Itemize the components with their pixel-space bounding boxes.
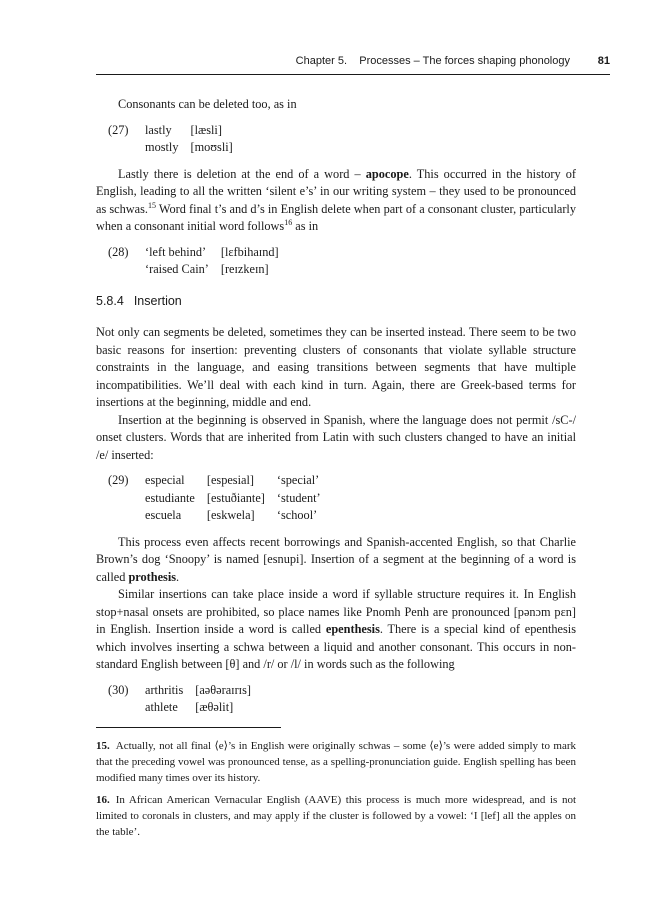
example-28 [108, 244, 291, 279]
footnote-ref-16[interactable]: 16 [284, 217, 293, 227]
term-apocope: apocope [365, 166, 409, 181]
example-ipa: [moʊsli] [190, 140, 233, 154]
example-word: lastly [145, 122, 172, 137]
term-prothesis: prothesis [128, 569, 177, 584]
page-number: 81 [597, 55, 610, 67]
example-number: (30) [108, 682, 129, 697]
footnote-rule [96, 727, 281, 728]
example-word: athlete [145, 700, 178, 714]
example-29 [108, 472, 333, 525]
example-ipa: [estuðiante] [206, 490, 265, 505]
footnote-text: Actually, not all final ⟨e⟩’s in English were originally schwas – some ⟨e⟩’s were added simply to mark that the preceding vowel was pronounced tense, as a spelling-pronunciation guide. English spelling has been modified many times over its history. [96, 739, 576, 784]
header-rule [96, 74, 610, 75]
running-header [96, 55, 610, 75]
footnote-15 [96, 738, 576, 786]
example-row [108, 244, 291, 262]
example-number: (28) [108, 244, 129, 259]
example-word: arthritis [145, 682, 184, 697]
footnote-number: 15. [96, 739, 110, 752]
section-number: 5.8.4 [96, 293, 124, 308]
text-run: . There is a special kind of epenthesis which involves inserting a schwa between a liquid and another consonant. This occurs in non-standard English between [θ] and /r/ or /l/ in words such as the following [96, 622, 577, 671]
example-ipa: [aəθəraɪrɪs] [195, 682, 251, 697]
example-30 [108, 682, 263, 717]
text-run: . [176, 569, 180, 584]
example-ipa: [reɪzkeɪn] [220, 262, 269, 276]
example-word: estudiante [145, 490, 195, 505]
example-ipa: [læsli] [190, 122, 222, 137]
page-body [96, 96, 576, 846]
footnote-number: 16. [96, 793, 110, 806]
example-number: (29) [108, 473, 129, 487]
example-gloss: ‘student’ [276, 490, 321, 505]
example-ipa: [eskwela] [206, 508, 255, 522]
example-word: mostly [145, 140, 179, 154]
example-gloss: ‘school’ [276, 508, 318, 522]
example-ipa: [lɛfbihaɪnd] [220, 244, 279, 259]
footnote-text: In African American Vernacular English (AAVE) this process is much more widespread, and is not limited to coronals in clusters, and may apply if the cluster is followed by a vowel: ‘I [lef] all the apples on the table’. [96, 793, 576, 838]
example-row [108, 122, 245, 140]
example-row [108, 682, 263, 700]
example-word: especial [145, 473, 185, 487]
example-row [108, 261, 291, 279]
example-ipa: [espesial] [206, 473, 254, 487]
text-run: . This occurred in the history of English, leading to all the written ‘silent e’s’ in our writing system – they used to be pronounced as schwas. [96, 166, 576, 216]
paragraph-apocope [96, 166, 576, 236]
chapter-title: Chapter 5. Processes – The forces shaping phonology [295, 55, 570, 67]
example-gloss: ‘special’ [276, 473, 320, 487]
paragraph-insertion-spanish: Insertion at the beginning is observed in Spanish, where the language does not permit /sC-/ onset clusters. Words that are inherited from Latin with such clusters changed to have an initial /e/ inserted: [96, 412, 576, 462]
footnote-16 [96, 792, 576, 840]
example-word: escuela [145, 508, 182, 522]
text-run: Word final t’s and d’s in English delete when part of a consonant cluster, particularly when a consonant initial word follows [96, 201, 576, 233]
example-row [108, 139, 245, 157]
text-run: This process even affects recent borrowings and Spanish-accented English, so that Charlie Brown’s dog ‘Snoopy’ is named [esnupi]. Insertion of a segment at the beginning of a word is called [96, 534, 576, 584]
intro-line: Consonants can be deleted too, as in [118, 97, 297, 111]
paragraph-insertion-intro: Not only can segments be deleted, sometimes they can be inserted instead. There seem to be two basic reasons for insertion: preventing clusters of consonants that violate syllable structure constraints in the language, and easing transitions between segments that have multiple incompatibilities. We’ll deal with each kind in turn. Again, there are Greek-based terms for insertions at the beginning, middle and end. [96, 325, 576, 409]
example-ipa: [æθəlit] [195, 700, 234, 714]
text-run: Similar insertions can take place inside a word if syllable structure requires it. In English stop+nasal onsets are prohibited, so place names like Pnomh Penh are pronounced [pənɔm pɛn] in English. Insertion inside a word is called [96, 587, 576, 636]
example-word: ‘raised Cain’ [145, 262, 209, 276]
example-row [108, 490, 333, 508]
example-row [108, 699, 263, 717]
term-epenthesis: epenthesis [325, 622, 380, 636]
example-row [108, 507, 333, 525]
footnote-ref-15[interactable]: 15 [147, 200, 156, 210]
section-title: Insertion [133, 293, 182, 308]
example-word: ‘left behind’ [145, 244, 207, 259]
paragraph-prothesis [96, 534, 576, 587]
example-number: (27) [108, 122, 129, 137]
section-heading [96, 293, 576, 311]
example-row [108, 472, 333, 490]
text-run: as in [292, 219, 319, 233]
text-run: Lastly there is deletion at the end of a word – [118, 166, 366, 181]
example-27 [108, 122, 245, 157]
paragraph-epenthesis [96, 586, 576, 674]
